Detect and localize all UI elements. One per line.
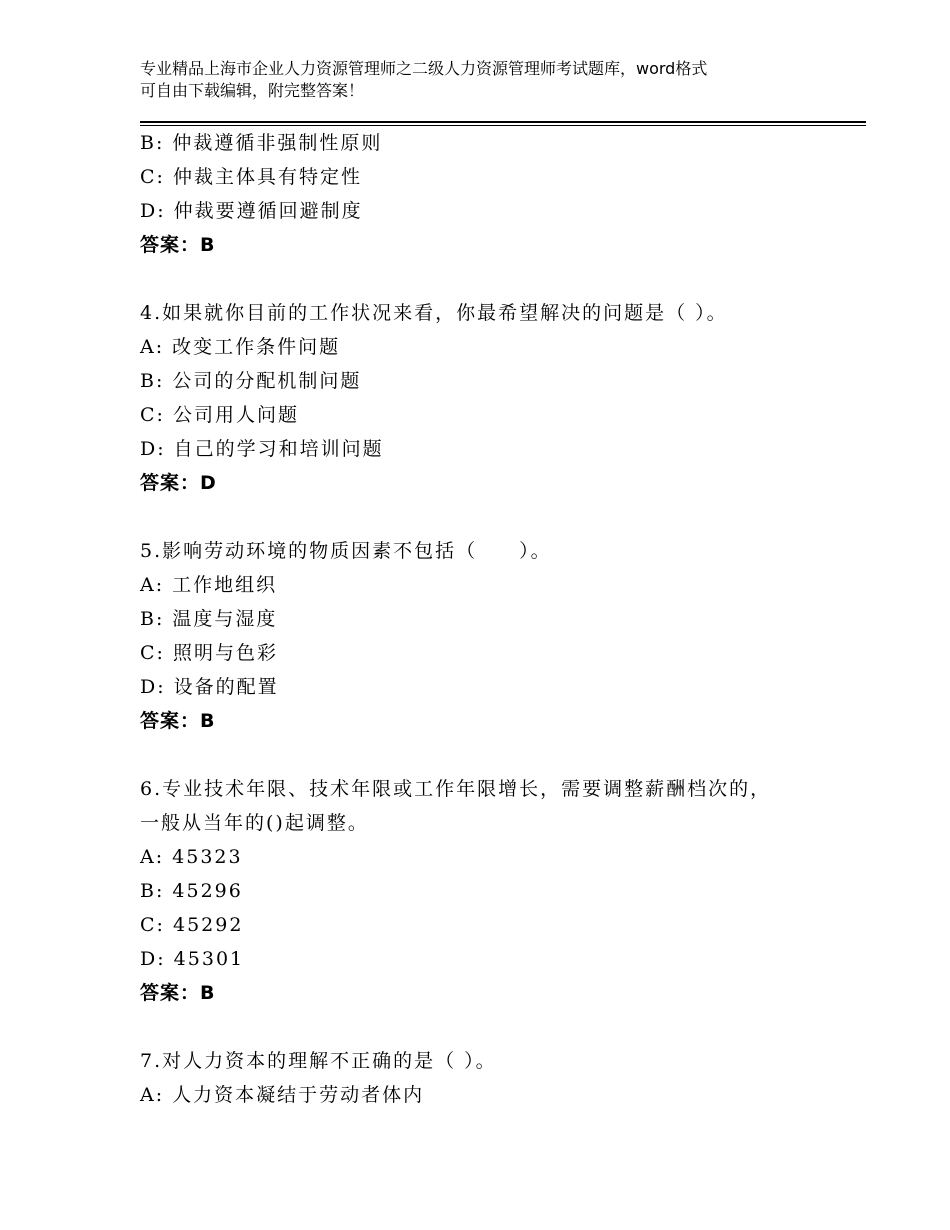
spacer [140, 500, 860, 534]
question-list [140, 126, 860, 1112]
spacer [140, 262, 860, 296]
q4-option-b: B: 公司的分配机制问题 [140, 370, 362, 392]
q7-option-a: A: 人力资本凝结于劳动者体内 [140, 1084, 425, 1106]
question-4 [140, 296, 860, 500]
q4-option-d: D: 自己的学习和培训问题 [140, 438, 384, 460]
q6-question-line-1: 6.专业技术年限、技术年限或工作年限增长，需要调整薪酬档次的， [140, 778, 772, 800]
document-header [140, 58, 820, 102]
q4-option-a: A: 改变工作条件问题 [140, 336, 341, 358]
q5-option-b: B: 温度与湿度 [140, 608, 278, 630]
q4-answer: 答案：D [140, 472, 217, 494]
header-line-2: 可自由下载编辑，附完整答案！ [140, 81, 365, 100]
q3-answer: 答案：B [140, 234, 216, 256]
question-7 [140, 1044, 860, 1112]
header-line-1: 专业精品上海市企业人力资源管理师之二级人力资源管理师考试题库，word格式 [140, 59, 708, 78]
q5-option-d: D: 设备的配置 [140, 676, 279, 698]
spacer [140, 738, 860, 772]
q4-option-c: C: 公司用人问题 [140, 404, 299, 426]
q5-answer: 答案：B [140, 710, 216, 732]
q6-question-line-2: 一般从当年的()起调整。 [140, 812, 369, 834]
q3-option-b: B: 仲裁遵循非强制性原则 [140, 132, 383, 154]
q3-option-c: C: 仲裁主体具有特定性 [140, 166, 362, 188]
q6-option-d: D: 45301 [140, 948, 245, 970]
q6-option-b: B: 45296 [140, 880, 243, 902]
spacer [140, 1010, 860, 1044]
q3-option-d: D: 仲裁要遵循回避制度 [140, 200, 363, 222]
q6-option-c: C: 45292 [140, 914, 244, 936]
q7-question: 7.对人力资本的理解不正确的是（ ）。 [140, 1050, 497, 1072]
q5-question: 5.影响劳动环境的物质因素不包括（ ）。 [140, 540, 552, 562]
q6-option-a: A: 45323 [140, 846, 243, 868]
question-5 [140, 534, 860, 738]
q6-answer: 答案：B [140, 982, 216, 1004]
question-3 [140, 126, 860, 262]
q4-question: 4.如果就你目前的工作状况来看，你最希望解决的问题是（ ）。 [140, 302, 728, 324]
q5-option-c: C: 照明与色彩 [140, 642, 278, 664]
question-6 [140, 772, 860, 1010]
header-rule-thick [140, 121, 866, 123]
q5-option-a: A: 工作地组织 [140, 574, 278, 596]
